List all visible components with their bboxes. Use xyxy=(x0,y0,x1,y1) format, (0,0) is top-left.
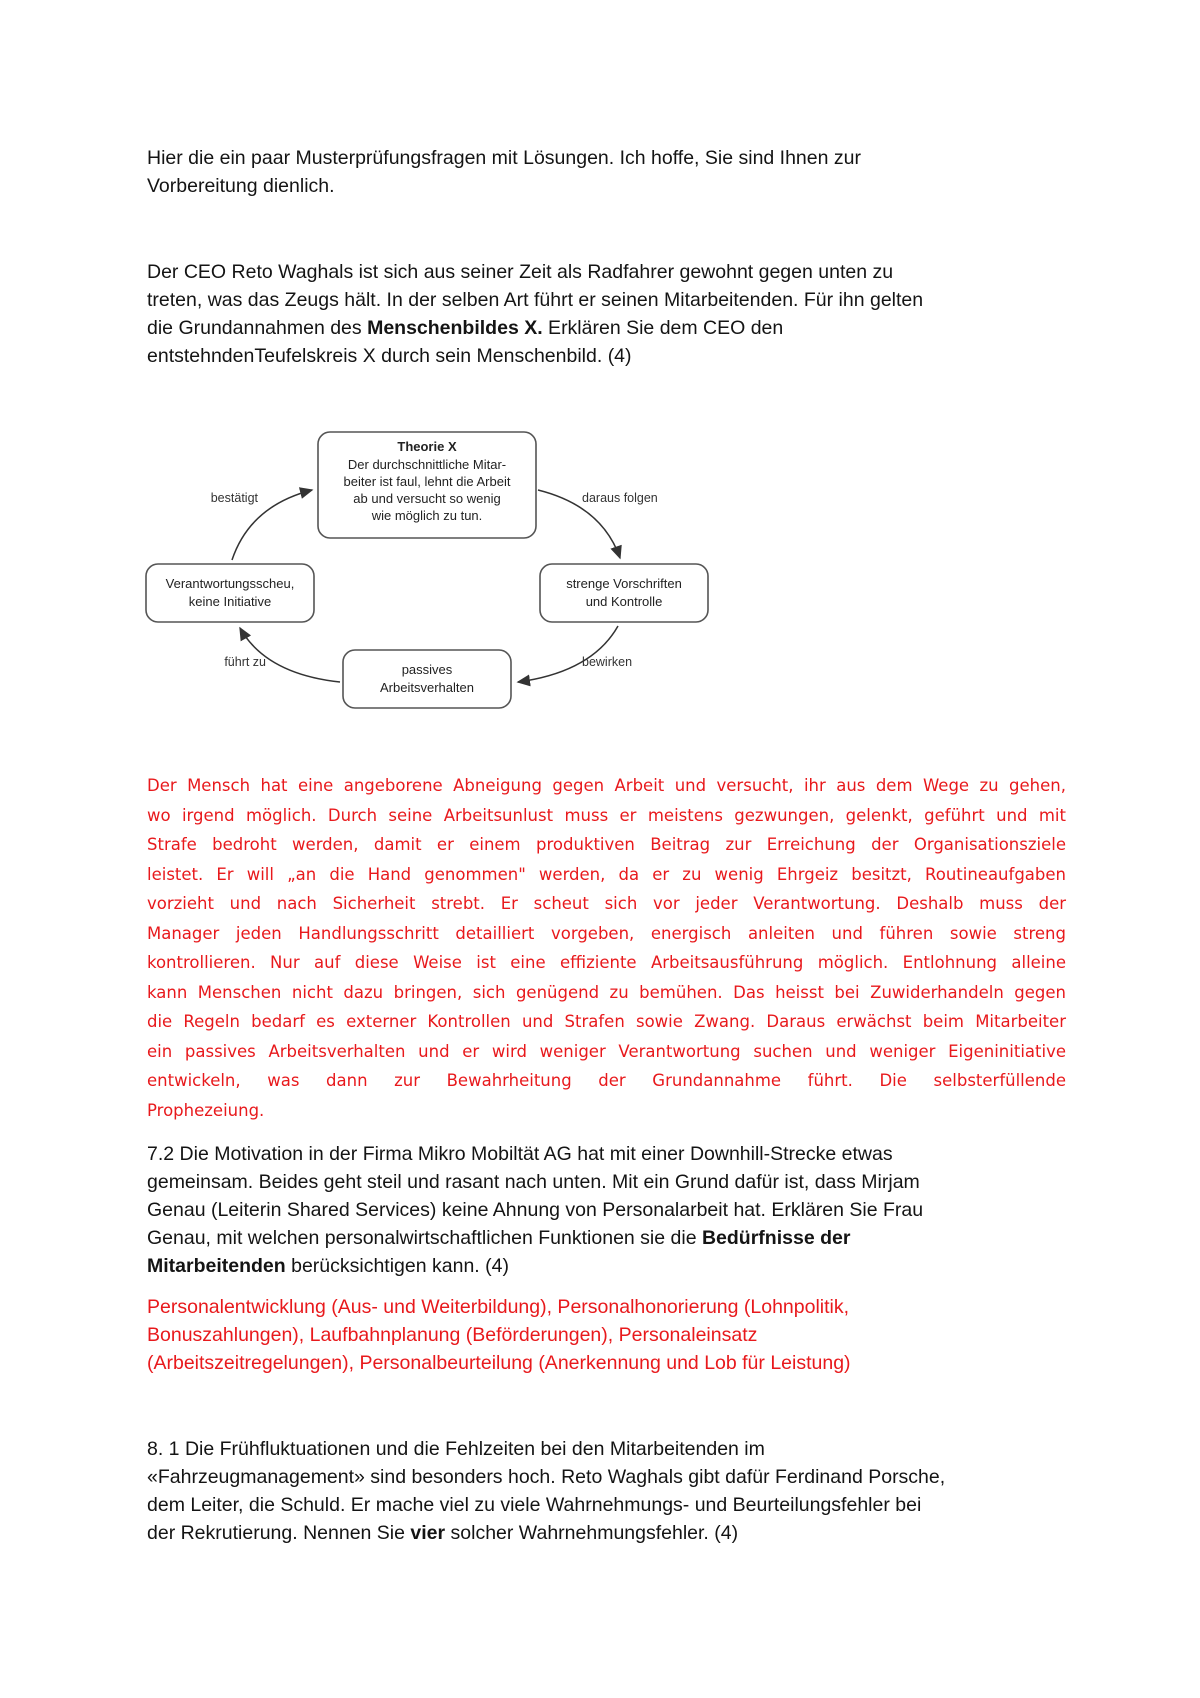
answer-line: kontrollieren. Nur auf diese Weise ist eine effiziente Arbeitsausführung möglich. Entlohnung alleine xyxy=(147,953,1066,972)
question-line: «Fahrzeugmanagement» sind besonders hoch. Reto Waghals gibt dafür Ferdinand Porsche, xyxy=(147,1466,946,1488)
answer-line: leistet. Er will „an die Hand genommen" werden, da er zu wenig Ehrgeiz besitzt, Routineaufgaben xyxy=(147,864,1066,884)
answer-line: die Regeln bedarf es externer Kontrollen und Strafen sowie Zwang. Daraus erwächst beim Mitarbeiter xyxy=(147,1012,1066,1031)
question-line: der Rekrutierung. Nennen Sie xyxy=(147,1522,411,1544)
passive-behavior-line: passives xyxy=(401,662,453,677)
question-line: die Grundannahmen des xyxy=(147,317,368,339)
passive-behavior-line: Arbeitsverhalten xyxy=(380,680,474,695)
question-line: Erklären Sie dem CEO den xyxy=(542,317,784,339)
question-7-2 xyxy=(147,1140,1067,1280)
edge-label-causes: bewirken xyxy=(582,655,633,669)
answer-7-2 xyxy=(147,1293,1067,1377)
question-line: Genau (Leiterin Shared Services) keine Ahnung von Personalarbeit hat. Erklären Sie Frau xyxy=(147,1199,924,1221)
question-line: Der CEO Reto Waghals ist sich aus seiner Zeit als Radfahrer gewohnt gegen unten zu xyxy=(147,261,894,283)
answer-line: entwickeln, was dann zur Bewahrheitung der Grundannahme führt. Die selbsterfüllende xyxy=(147,1071,1066,1090)
controls-line: strenge Vorschriften xyxy=(566,576,682,591)
question-line: dem Leiter, die Schuld. Er mache viel zu viele Wahrnehmungs- und Beurteilungsfehler bei xyxy=(147,1494,922,1516)
answer-line: Manager jeden Handlungsschritt detailliert vorgeben, energisch anleiten und führen sowie streng xyxy=(147,923,1066,943)
theory-x-node xyxy=(318,432,536,538)
question-line: 7.2 Die Motivation in der Firma Mikro Mobiltät AG hat mit einer Downhill-Strecke etwas xyxy=(147,1143,893,1165)
avoid-responsibility-node xyxy=(146,564,314,622)
question-line: entstehndenTeufelskreis X durch sein Menschenbild. (4) xyxy=(147,345,632,367)
answer-1 xyxy=(147,771,1066,1125)
question-1 xyxy=(147,258,1067,370)
question-line: treten, was das Zeugs hält. In der selben Art führt er seinen Mitarbeitenden. Für ihn gelten xyxy=(147,289,924,311)
controls-line: und Kontrolle xyxy=(585,594,663,609)
question-line: solcher Wahrnehmungsfehler. (4) xyxy=(445,1522,739,1544)
answer-line: Strafe bedroht werden, damit er einem produktiven Beitrag zur Erreichung der Organisationsziele xyxy=(147,835,1066,854)
question-line: gemeinsam. Beides geht steil und rasant nach unten. Mit ein Grund dafür ist, dass Mirjam xyxy=(147,1171,920,1193)
answer-line: kann Menschen nicht dazu bringen, sich genügend zu bemühen. Das heisst bei Zuwiderhandeln gegen xyxy=(147,982,1066,1002)
answer-line: ein passives Arbeitsverhalten und er wird weniger Verantwortung suchen und weniger Eigeninitiative xyxy=(147,1041,1066,1061)
edge-label-leads-to: führt zu xyxy=(224,655,266,669)
theory-x-line: ab und versucht so wenig xyxy=(353,491,501,506)
avoid-responsibility-line: keine Initiative xyxy=(188,594,272,609)
answer-line: Der Mensch hat eine angeborene Abneigung gegen Arbeit und versucht, ihr aus dem Wege zu gehen, xyxy=(147,776,1066,795)
answer-line: Prophezeiung. xyxy=(147,1100,265,1120)
intro-paragraph xyxy=(147,144,1067,200)
question-keyword: Mitarbeitenden xyxy=(147,1255,286,1277)
edge-label-confirms: bestätigt xyxy=(210,491,258,505)
question-keyword: Bedürfnisse der xyxy=(701,1227,851,1249)
intro-line: Vorbereitung dienlich. xyxy=(147,175,335,197)
theory-x-line: Der durchschnittliche Mitar- xyxy=(347,457,507,472)
theory-x-title: Theorie X xyxy=(397,439,457,454)
theory-x-cycle-diagram xyxy=(140,428,720,718)
answer-line: vorzieht und nach Sicherheit strebt. Er scheut sich vor jeder Verantwortung. Deshalb muss der xyxy=(147,894,1066,913)
passive-behavior-node xyxy=(343,650,511,708)
edge-label-follows: daraus folgen xyxy=(582,491,658,505)
avoid-responsibility-line: Verantwortungsscheu, xyxy=(165,576,295,591)
controls-node xyxy=(540,564,708,622)
question-line: 8. 1 Die Frühfluktuationen und die Fehlzeiten bei den Mitarbeitenden im xyxy=(147,1438,765,1460)
question-line: Genau, mit welchen personalwirtschaftlichen Funktionen sie die xyxy=(147,1227,702,1249)
theory-x-line: beiter ist faul, lehnt die Arbeit xyxy=(343,474,511,489)
question-line: berücksichtigen kann. (4) xyxy=(285,1255,509,1277)
answer-line: wo irgend möglich. Durch seine Arbeitsunlust muss er meistens gezwungen, gelenkt, geführt und mit xyxy=(147,805,1066,825)
answer-line: Personalentwicklung (Aus- und Weiterbildung), Personalhonorierung (Lohnpolitik, xyxy=(147,1296,850,1318)
intro-line: Hier die ein paar Musterprüfungsfragen mit Lösungen. Ich hoffe, Sie sind Ihnen zur xyxy=(147,147,861,169)
answer-line: Bonuszahlungen), Laufbahnplanung (Beförderungen), Personaleinsatz xyxy=(147,1324,758,1346)
question-keyword: vier xyxy=(410,1522,446,1544)
arrow-to-passive xyxy=(518,626,618,682)
question-8-1 xyxy=(147,1435,1067,1547)
question-keyword: Menschenbildes X. xyxy=(367,317,543,339)
theory-x-line: wie möglich zu tun. xyxy=(371,508,483,523)
answer-line: (Arbeitszeitregelungen), Personalbeurteilung (Anerkennung und Lob für Leistung) xyxy=(147,1352,851,1374)
